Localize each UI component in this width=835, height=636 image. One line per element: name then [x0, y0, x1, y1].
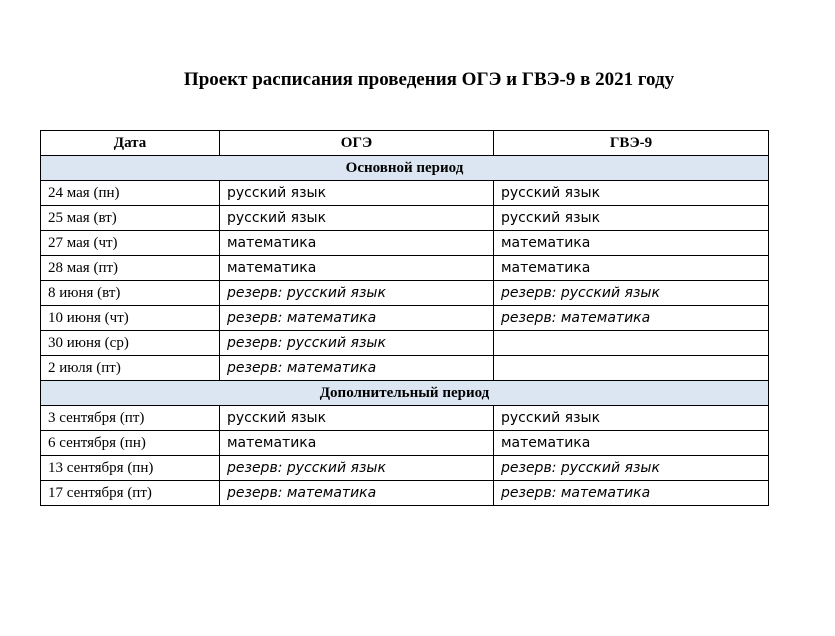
table-row [41, 206, 769, 231]
oge-cell: математика [220, 431, 494, 456]
date-cell: 10 июня (чт) [41, 306, 220, 331]
gve-cell: русский язык [494, 406, 769, 431]
gve-cell-reserve: резерв: математика [494, 481, 769, 506]
schedule-table [40, 130, 769, 506]
oge-cell: русский язык [220, 181, 494, 206]
column-header-oge: ОГЭ [220, 131, 494, 156]
section-row-additional-period [41, 381, 769, 406]
oge-cell: математика [220, 231, 494, 256]
date-cell: 30 июня (ср) [41, 331, 220, 356]
page-title: Проект расписания проведения ОГЭ и ГВЭ-9 в 2021 году [183, 69, 675, 90]
gve-cell-reserve: резерв: математика [494, 306, 769, 331]
section-row-main-period [41, 156, 769, 181]
gve-cell: русский язык [494, 181, 769, 206]
gve-cell: математика [494, 231, 769, 256]
date-cell: 28 мая (пт) [41, 256, 220, 281]
date-cell: 25 мая (вт) [41, 206, 220, 231]
date-cell: 13 сентября (пн) [41, 456, 220, 481]
table-row [41, 256, 769, 281]
table-row [41, 356, 769, 381]
oge-cell-reserve: резерв: математика [220, 306, 494, 331]
oge-cell-reserve: резерв: математика [220, 356, 494, 381]
table-row [41, 281, 769, 306]
table-row [41, 406, 769, 431]
table-row [41, 231, 769, 256]
column-header-date: Дата [41, 131, 220, 156]
oge-cell-reserve: резерв: русский язык [220, 456, 494, 481]
oge-cell: математика [220, 256, 494, 281]
table-row [41, 181, 769, 206]
oge-cell-reserve: резерв: математика [220, 481, 494, 506]
section-label-main-period: Основной период [41, 156, 769, 181]
table-row [41, 431, 769, 456]
date-cell: 3 сентября (пт) [41, 406, 220, 431]
oge-cell-reserve: резерв: русский язык [220, 331, 494, 356]
gve-cell: математика [494, 256, 769, 281]
date-cell: 8 июня (вт) [41, 281, 220, 306]
gve-cell-empty [494, 331, 769, 356]
gve-cell-empty [494, 356, 769, 381]
date-cell: 27 мая (чт) [41, 231, 220, 256]
date-cell: 24 мая (пн) [41, 181, 220, 206]
date-cell: 17 сентября (пт) [41, 481, 220, 506]
table-row [41, 481, 769, 506]
gve-cell-reserve: резерв: русский язык [494, 281, 769, 306]
table-header-row [41, 131, 769, 156]
oge-cell-reserve: резерв: русский язык [220, 281, 494, 306]
column-header-gve: ГВЭ-9 [494, 131, 769, 156]
table-row [41, 456, 769, 481]
gve-cell-reserve: резерв: русский язык [494, 456, 769, 481]
table-row [41, 306, 769, 331]
gve-cell: математика [494, 431, 769, 456]
oge-cell: русский язык [220, 206, 494, 231]
oge-cell: русский язык [220, 406, 494, 431]
date-cell: 2 июля (пт) [41, 356, 220, 381]
date-cell: 6 сентября (пн) [41, 431, 220, 456]
schedule-body [41, 156, 769, 506]
section-label-additional-period: Дополнительный период [41, 381, 769, 406]
table-row [41, 331, 769, 356]
gve-cell: русский язык [494, 206, 769, 231]
